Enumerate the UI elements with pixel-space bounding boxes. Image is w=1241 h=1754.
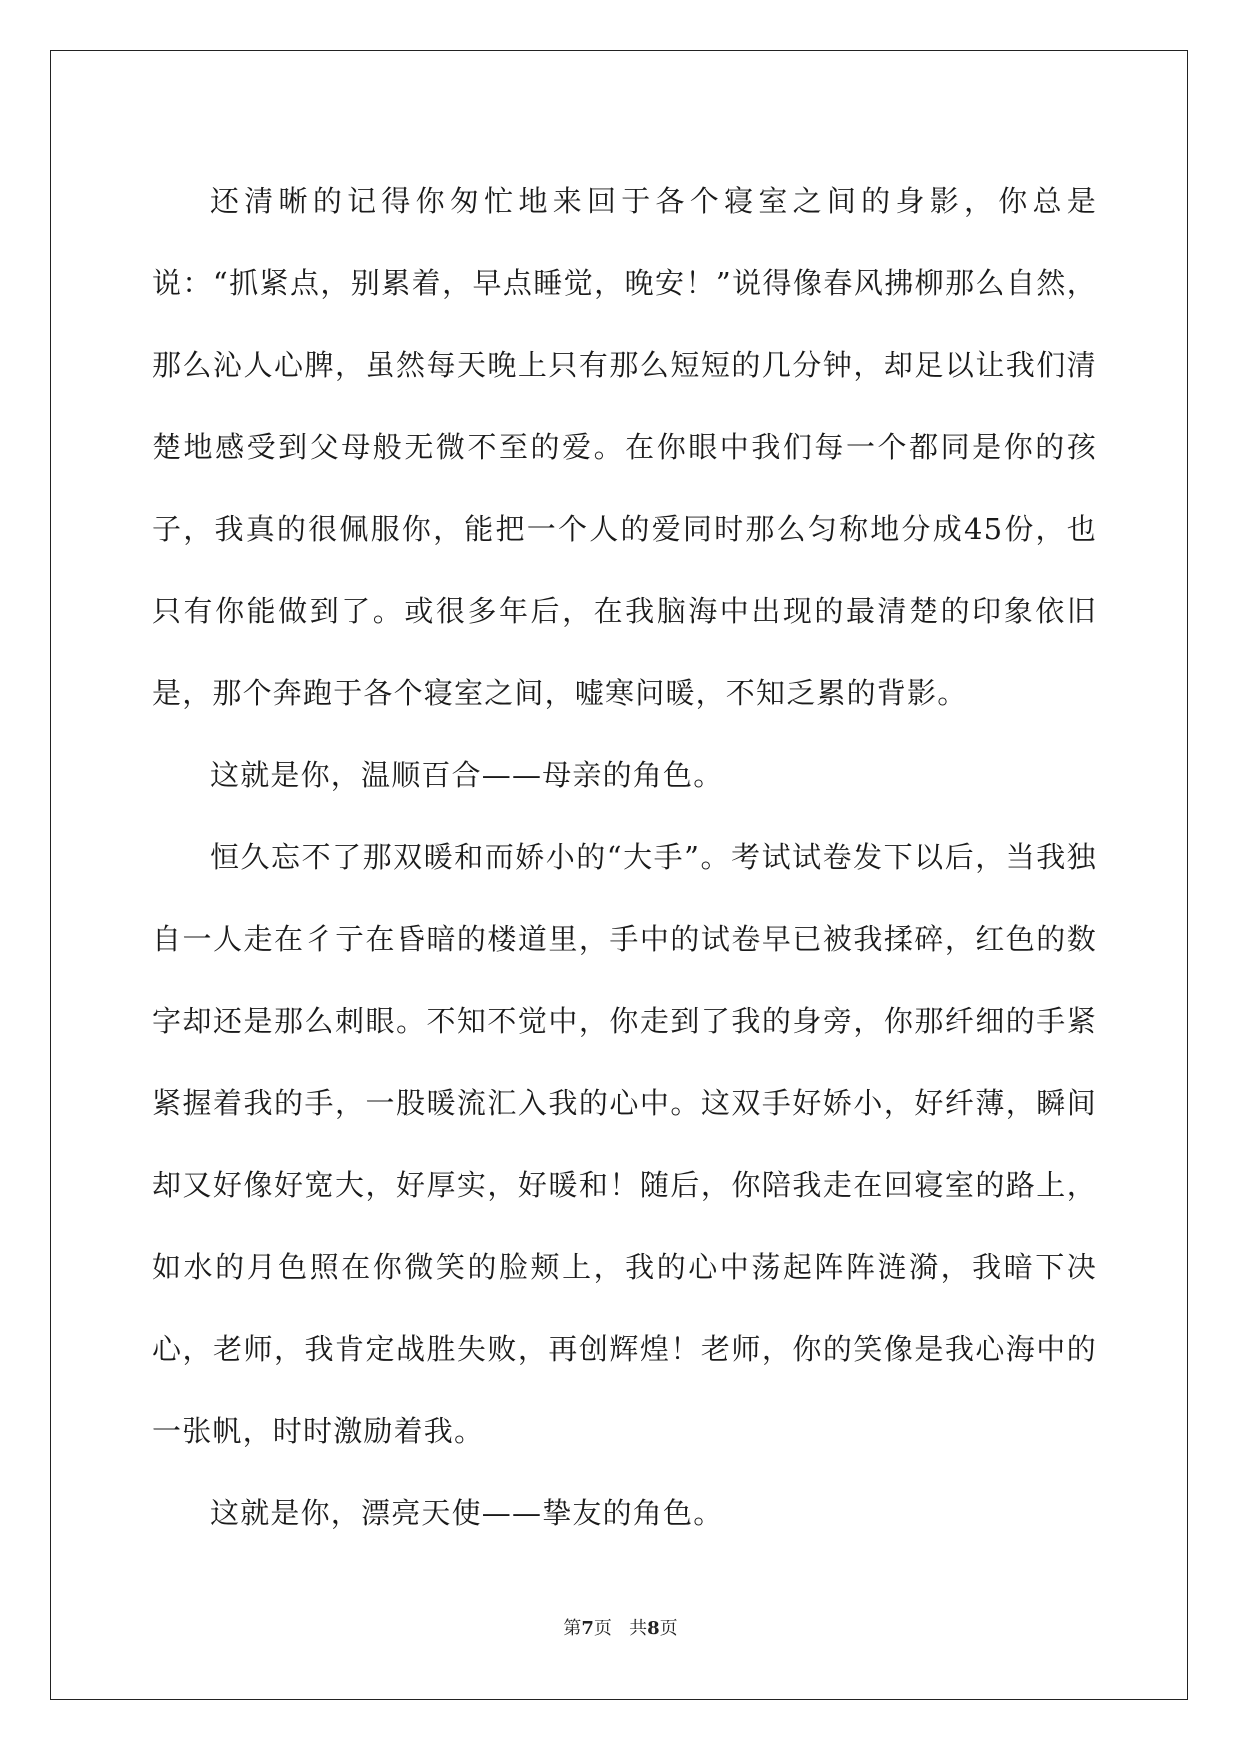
paragraph-4: 这就是你，漂亮天使——挚友的角色。	[210, 1496, 724, 1530]
paragraph-2: 这就是你，温顺百合——母亲的角色。	[210, 758, 724, 792]
total-prefix: 共	[629, 1618, 648, 1639]
paragraph-3: 恒久忘不了那双暖和而娇小的“大手”。考试试卷发下以后，当我独自一人走在彳亍在昏暗的楼道里，手中的试卷早已被我揉碎，红色的数字却还是那么刺眼。不知不觉中，你走到了我的身旁，你那纤细的手紧紧握着我的手，一股暖流汇入我的心中。这双手好娇小，好纤薄，瞬间却又好像好宽大，好厚实，好暖和！随后，你陪我走在回寝室的路上，如水的月色照在你微笑的脸颊上，我的心中荡起阵阵涟漪，我暗下决心，老师，我肯定战胜失败，再创辉煌！老师，你的笑像是我心海中的一张帆，时时激励着我。	[152, 840, 1097, 1448]
total-suffix: 页	[659, 1618, 678, 1639]
page-footer	[0, 1614, 1241, 1640]
page-prefix: 第	[563, 1618, 582, 1639]
document-body	[152, 160, 1097, 1554]
page-suffix: 页	[593, 1618, 612, 1639]
total-pages: 8	[647, 1618, 660, 1639]
paragraph-1: 还清晰的记得你匆忙地来回于各个寝室之间的身影，你总是说：“抓紧点，别累着，早点睡觉，晚安！”说得像春风拂柳那么自然，那么沁人心脾，虽然每天晚上只有那么短短的几分钟，却足以让我们清楚地感受到父母般无微不至的爱。在你眼中我们每一个都同是你的孩子，我真的很佩服你，能把一个人的爱同时那么匀称地分成45份，也只有你能做到了。或很多年后，在我脑海中出现的最清楚的印象依旧是，那个奔跑于各个寝室之间，嘘寒问暖，不知乏累的背影。	[152, 184, 1097, 710]
page-number: 7	[581, 1618, 594, 1639]
